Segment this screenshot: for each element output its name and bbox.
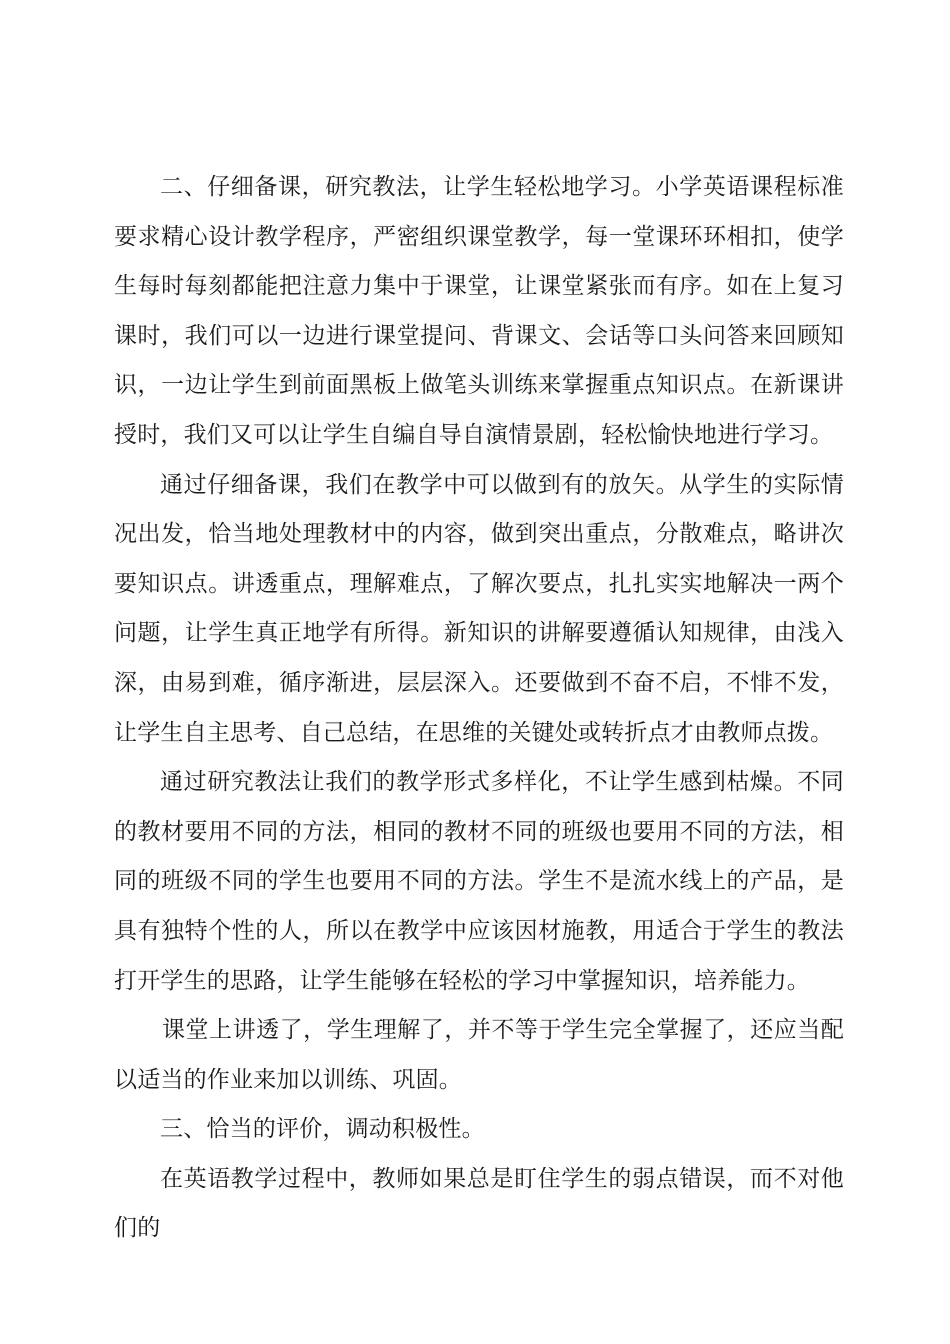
- paragraph-section-two-heading: 二、仔细备课，研究教法，让学生轻松地学习。小学英语课程标准要求精心设计教学程序，严密组织课堂教学，每一堂课环环相扣，使学生每时每刻都能把注意力集中于课堂，让课堂紧张而有序。如在上复习课时，我们可以一边进行课堂提问、背课文、会话等口头问答来回顾知识，一边让学生到前面黑板上做笔头训练来掌握重点知识点。在新课讲授时，我们又可以让学生自编自导自演情景剧，轻松愉快地进行学习。: [114, 174, 844, 448]
- document-body: [114, 163, 844, 1254]
- paragraph-evaluation: 在英语教学过程中，教师如果总是盯住学生的弱点错误，而不对他们的: [114, 1165, 844, 1242]
- paragraph-section-three-heading: 三、恰当的评价，调动积极性。: [160, 1116, 485, 1143]
- paragraph-homework: 课堂上讲透了，学生理解了，并不等于学生完全掌握了，还应当配以适当的作业来加以训练、巩固。: [114, 1017, 844, 1093]
- paragraph-careful-preparation: 通过仔细备课，我们在教学中可以做到有的放矢。从学生的实际情况出发，恰当地处理教材中的内容，做到突出重点，分散难点，略讲次要知识点。讲透重点，理解难点，了解次要点，扎扎实实地解决一两个问题，让学生真正地学有所得。新知识的讲解要遵循认知规律，由浅入深，由易到难，循序渐进，层层深入。还要做到不奋不启，不悱不发，让学生自主思考、自己总结，在思维的关键处或转折点才由教师点拨。: [114, 471, 844, 746]
- paragraph-teaching-methods: 通过研究教法让我们的教学形式多样化，不让学生感到枯燥。不同的教材要用不同的方法，相同的教材不同的班级也要用不同的方法，相同的班级不同的学生也要用不同的方法。学生不是流水线上的产品，是具有独特个性的人，所以在教学中应该因材施教，用适合于学生的教法打开学生的思路，让学生能够在轻松的学习中掌握知识，培养能力。: [114, 769, 844, 994]
